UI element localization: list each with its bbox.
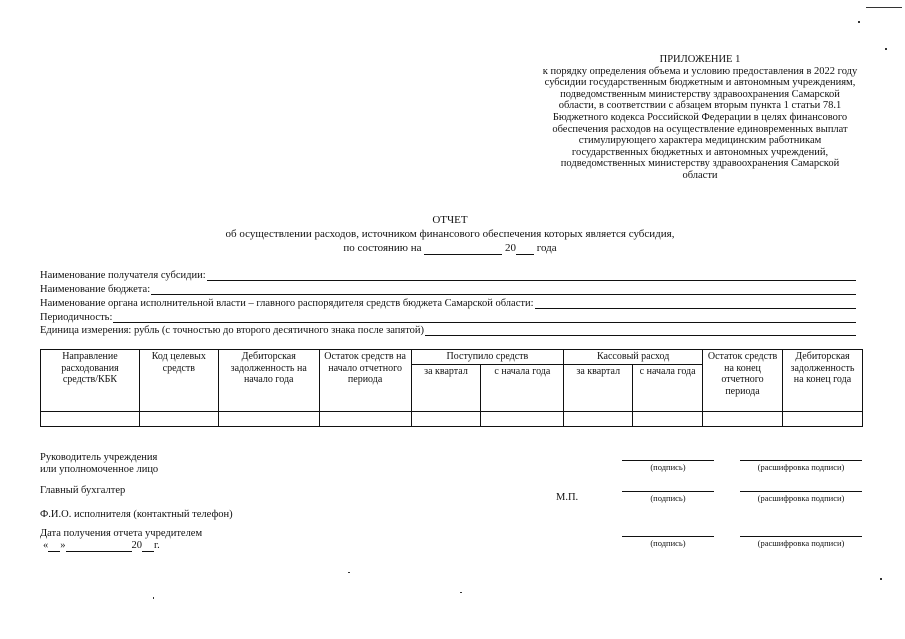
head-signature-caption: (подпись)	[650, 462, 686, 472]
receipt-year: 20	[131, 540, 142, 551]
field-unit-input[interactable]	[425, 326, 856, 336]
appendix-line: ПРИЛОЖЕНИЕ 1	[659, 54, 741, 65]
receipt-decode-caption: (расшифровка подписи)	[757, 538, 845, 548]
header-receivables-end: Дебиторская задолженность на конец года	[782, 350, 862, 412]
header-target-code: Код целевых средств	[139, 350, 218, 412]
header-cash-expense: Кассовый расход	[564, 350, 703, 365]
report-date-line	[150, 241, 750, 255]
field-recipient-input[interactable]	[207, 271, 856, 281]
scan-speck	[885, 48, 887, 50]
header-receivables-start: Дебиторская задолженность на начало года	[218, 350, 319, 412]
field-periodicity	[40, 312, 860, 323]
receipt-date-block	[40, 528, 202, 552]
report-table	[40, 349, 863, 427]
field-label: Наименование бюджета:	[40, 284, 151, 295]
receipt-year-blank[interactable]	[142, 541, 154, 552]
field-periodicity-input[interactable]	[113, 313, 856, 323]
field-budget-input[interactable]	[151, 285, 856, 295]
appendix-line: к порядку определения объема и условию предоставления в 2022 году	[542, 65, 858, 77]
scan-speck	[866, 7, 902, 8]
receipt-signature-line[interactable]	[622, 536, 714, 537]
table-cell[interactable]	[41, 411, 140, 426]
report-heading: ОТЧЕТ	[432, 214, 468, 226]
field-recipient	[40, 270, 860, 281]
head-signature-line[interactable]	[622, 460, 714, 461]
appendix-line: подведомственных министерству здравоохранения Самарской	[560, 158, 840, 170]
scan-speck	[880, 578, 882, 580]
field-label: Наименование органа исполнительной власти – главного распорядителя средств бюджета Самарской области:	[40, 298, 534, 309]
date-prefix: по состоянию на	[343, 242, 422, 254]
appendix-line: обеспечения расходов на осуществление единовременных выплат	[552, 123, 848, 135]
subheader-received-year: с начала года	[481, 364, 564, 411]
head-label	[40, 452, 158, 476]
table-cell[interactable]	[633, 411, 703, 426]
quote-open: «	[43, 540, 49, 551]
date-blank[interactable]	[424, 244, 502, 255]
header-balance-end: Остаток средств на конец отчетного периода	[703, 350, 783, 412]
accountant-signature-caption: (подпись)	[650, 493, 686, 503]
field-unit	[40, 325, 860, 336]
stamp-place: М.П.	[556, 492, 579, 503]
report-title-block	[150, 213, 750, 255]
table-cell[interactable]	[481, 411, 564, 426]
table-cell[interactable]	[218, 411, 319, 426]
field-label: Периодичность:	[40, 312, 113, 323]
head-decode-line[interactable]	[740, 460, 862, 461]
table-cell[interactable]	[782, 411, 862, 426]
receipt-signature-caption: (подпись)	[650, 538, 686, 548]
head-label-line1: Руководитель учреждения	[40, 452, 158, 463]
report-subtitle: об осуществлении расходов, источником финансового обеспечения которых является субсидия,	[225, 228, 675, 240]
table-cell[interactable]	[139, 411, 218, 426]
subheader-expense-quarter: за квартал	[564, 364, 633, 411]
field-budget	[40, 284, 860, 295]
receipt-date-label: Дата получения отчета учредителем	[40, 528, 203, 539]
accountant-decode-caption: (расшифровка подписи)	[757, 493, 845, 503]
header-received: Поступило средств	[411, 350, 564, 365]
table-row	[41, 411, 863, 426]
subheader-expense-year: с начала года	[633, 364, 703, 411]
table-cell[interactable]	[319, 411, 411, 426]
head-decode-caption: (расшифровка подписи)	[757, 462, 845, 472]
field-authority	[40, 298, 860, 309]
executor-label: Ф.И.О. исполнителя (контактный телефон)	[40, 509, 233, 520]
accountant-label: Главный бухгалтер	[40, 485, 126, 496]
date-suffix: года	[536, 242, 557, 254]
scan-speck	[348, 572, 350, 573]
appendix-line: стимулирующего характера медицинским работникам	[578, 135, 822, 147]
field-authority-input[interactable]	[535, 299, 857, 309]
subheader-received-quarter: за квартал	[411, 364, 481, 411]
receipt-year-suffix: г.	[154, 540, 160, 551]
month-blank[interactable]	[66, 541, 132, 552]
appendix-line: области	[682, 169, 718, 181]
appendix-line: государственных бюджетных и автономных учреждений,	[571, 146, 829, 158]
date-year: 20	[505, 242, 517, 254]
table-header-row	[41, 350, 863, 365]
day-blank[interactable]	[48, 541, 60, 552]
appendix-line: Бюджетного кодекса Российской Федерации в целях финансового	[552, 111, 848, 123]
appendix-line: области, в соответствии с абзацем вторым пункта 1 статьи 78.1	[558, 100, 842, 112]
receipt-date-line	[40, 540, 202, 552]
table-cell[interactable]	[703, 411, 783, 426]
table-cell[interactable]	[411, 411, 481, 426]
scan-speck	[153, 597, 154, 599]
accountant-decode-line[interactable]	[740, 491, 862, 492]
table-cell[interactable]	[564, 411, 633, 426]
year-blank[interactable]	[516, 244, 534, 255]
scan-speck	[460, 592, 462, 593]
appendix-line: субсидии государственным бюджетным и автономным учреждениям,	[544, 77, 856, 89]
accountant-signature-line[interactable]	[622, 491, 714, 492]
header-balance-start: Остаток средств на начало отчетного периода	[319, 350, 411, 412]
field-label: Единица измерения: рубль (с точностью до второго десятичного знака после запятой)	[40, 325, 425, 336]
appendix-line: подведомственным министерству здравоохранения Самарской	[560, 88, 840, 100]
appendix-block	[520, 54, 880, 182]
field-label: Наименование получателя субсидии:	[40, 270, 206, 281]
scan-speck	[858, 21, 860, 23]
head-label-line2: или уполномоченное лицо	[40, 464, 159, 475]
header-direction: Направление расходования средств/КБК	[41, 350, 140, 412]
receipt-decode-line[interactable]	[740, 536, 862, 537]
quote-close: »	[60, 540, 66, 551]
